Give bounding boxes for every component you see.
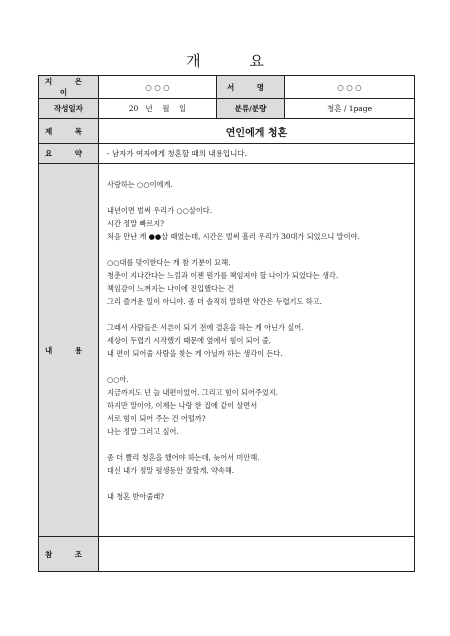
letter-paragraph <box>107 321 406 360</box>
letter-line: 좀 더 빨리 청혼을 했어야 하는데, 늦어서 미안해. <box>107 453 260 462</box>
letter-paragraph <box>107 178 406 191</box>
subject-label: 제 목 <box>39 119 99 144</box>
letter-line: 내 편이 되어줄 사람을 찾는 게 아닐까 하는 생각이 든다. <box>107 349 283 358</box>
letter-paragraph <box>107 451 406 477</box>
letter-line: 그래서 사람들은 서른이 되기 전에 결혼을 하는 게 아닌가 싶어. <box>107 323 304 332</box>
letter-paragraph <box>107 373 406 438</box>
letter-line: 시간 정말 빠르지? <box>107 219 165 228</box>
letter-line: ○○대를 맞이한다는 게 참 기분이 묘해. <box>107 258 231 267</box>
author-row <box>39 76 415 99</box>
summary-form-table <box>38 75 415 572</box>
date-label: 작성일자 <box>39 99 99 119</box>
category-value[interactable]: 청혼 / 1page <box>285 99 415 119</box>
letter-line: 그리 즐거운 일이 아니야. 좀 더 솔직히 말하면 약간은 두렵기도 하고. <box>107 297 322 306</box>
letter-line: 지금까지도 넌 늘 내편이었어. 그리고 힘이 되어주었지. <box>107 388 279 397</box>
subject-row <box>39 119 415 144</box>
letter-text <box>107 178 406 503</box>
signature-value[interactable]: ○ ○ ○ <box>285 76 415 99</box>
letter-line: 내년이면 벌써 우리가 ○○살이다. <box>107 206 213 215</box>
letter-line: 사랑하는 ○○이에게. <box>107 180 173 189</box>
content-row <box>39 164 415 537</box>
summary-value[interactable]: - 남자가 여자에게 청혼할 때의 내용입니다. <box>99 144 415 164</box>
category-label: 분류/분량 <box>217 99 285 119</box>
reference-row <box>39 537 415 572</box>
letter-line: 처음 만난 게 ●●살 때였는데, 시간은 벌써 흘러 우리가 30대가 되었으니 말이야. <box>107 232 360 241</box>
author-label: 지 은 이 <box>39 76 99 99</box>
subject-value[interactable]: 연인에게 청혼 <box>99 119 415 144</box>
letter-paragraph <box>107 204 406 243</box>
letter-line: 서로 힘이 되어 주는 건 어떨까? <box>107 414 206 423</box>
date-value[interactable]: 20 년 월 일 <box>99 99 217 119</box>
reference-label: 참 조 <box>39 537 99 572</box>
letter-line: ○○아. <box>107 375 129 384</box>
signature-label: 서 명 <box>217 76 285 99</box>
letter-line: 청춘이 지나간다는 느낌과 이젠 뭔가를 책임져야 할 나이가 되었다는 생각. <box>107 271 339 280</box>
letter-line: 대신 내가 정말 평생동안 잘할게. 약속해. <box>107 466 235 475</box>
letter-paragraph <box>107 490 406 503</box>
summary-row <box>39 144 415 164</box>
letter-line: 세상이 두렵기 시작했기 때문에 옆에서 힘이 되어 줄, <box>107 336 272 345</box>
letter-line: 내 청혼 받아줄래? <box>107 492 165 501</box>
reference-value[interactable] <box>99 537 415 572</box>
date-row <box>39 99 415 119</box>
letter-line: 나는 정말 그러고 싶어. <box>107 427 179 436</box>
author-value[interactable]: ○ ○ ○ <box>99 76 217 99</box>
letter-line: 하지만 말이야, 이제는 나랑 한 집에 같이 살면서 <box>107 401 258 410</box>
content-body[interactable] <box>99 164 415 537</box>
document-title: 개 요 <box>186 52 286 70</box>
content-label: 내 용 <box>39 164 99 537</box>
letter-paragraph <box>107 256 406 308</box>
summary-label: 요 약 <box>39 144 99 164</box>
letter-line: 책임감이 느껴지는 나이에 진입했다는 건 <box>107 284 235 293</box>
